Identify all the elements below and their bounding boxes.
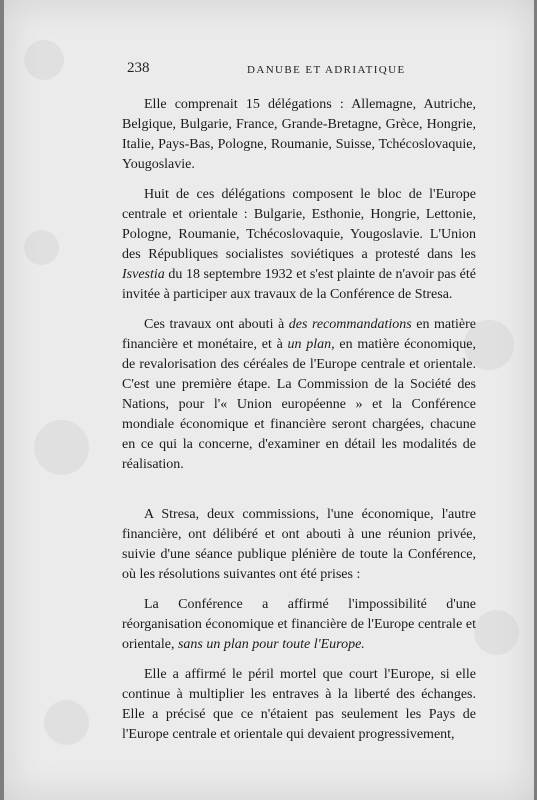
book-page — [4, 0, 534, 800]
paragraph-text: en matière économique, de revalorisation des céréales de l'Europe centrale et orientale. C'est une première étape. La Commission de la Société des Nations, pour l'« Union européenne » et la Conférence mondiale économique et financière seront chargées, chacune en ce qui la concerne, d'examiner en détail les modalités de réalisation. — [122, 337, 477, 472]
paragraph-text: Elle comprenait 15 délégations : Allemagne, Autriche, Belgique, Bulgarie, France, Grande-Bretagne, Grèce, Hongrie, Italie, Pays-Bas, Pologne, Roumanie, Suisse, Tchécoslovaquie, Yougoslavie. — [122, 97, 476, 172]
paragraph-peril — [122, 665, 476, 745]
italic-text: des recommandations — [288, 317, 412, 332]
running-head: DANUBE ET ADRIATIQUE — [247, 64, 406, 76]
paragraph-text: A Stresa, deux commissions, l'une économique, l'autre financière, ont délibéré et ont abouti à une réunion privée, suivie d'une séance publique plénière de toute la Conférence, où les résolutions suivantes ont été prises : — [122, 507, 476, 582]
paragraph-conference — [122, 595, 476, 655]
paragraph-bloc — [122, 185, 476, 305]
paragraph-text: du 18 septembre 1932 et s'est plainte de n'avoir pas été invitée à participer aux travaux de la Conférence de Stresa. — [122, 267, 476, 302]
page-body — [122, 95, 476, 745]
paragraph-text: Ces travaux ont abouti à — [144, 317, 289, 332]
paragraph-travaux — [122, 315, 476, 475]
paragraph-text: Elle a affirmé le péril mortel que court l'Europe, si elle continue à multiplier les entraves à la liberté des échanges. Elle a précisé que ce n'étaient pas seulement les Pays de l'Europe centrale et orientale qui devaient progressivement, — [122, 667, 476, 742]
italic-text: Isvestia — [122, 267, 165, 282]
paragraph-stresa — [122, 505, 476, 585]
page-header — [127, 60, 479, 82]
paragraph-text: La Conférence a affirmé l'impossibilité d'une réorganisation économique et financière de l'Europe centrale et orientale, — [122, 597, 476, 652]
page-number: 238 — [127, 60, 150, 76]
paragraph-text: en matière financière et monétaire, et à — [122, 317, 477, 352]
paragraph-text: Huit de ces délégations composent le bloc de l'Europe centrale et orientale : Bulgarie, Esthonie, Hongrie, Lettonie, Pologne, Roumanie, Tchécoslovaquie, Yougoslavie. L'Union des Républiques socialistes soviétiques a protesté dans les — [122, 187, 476, 262]
italic-text: sans un plan pour toute l'Europe. — [177, 637, 365, 652]
paragraph-delegations — [122, 95, 476, 175]
italic-text: un plan, — [287, 337, 335, 352]
